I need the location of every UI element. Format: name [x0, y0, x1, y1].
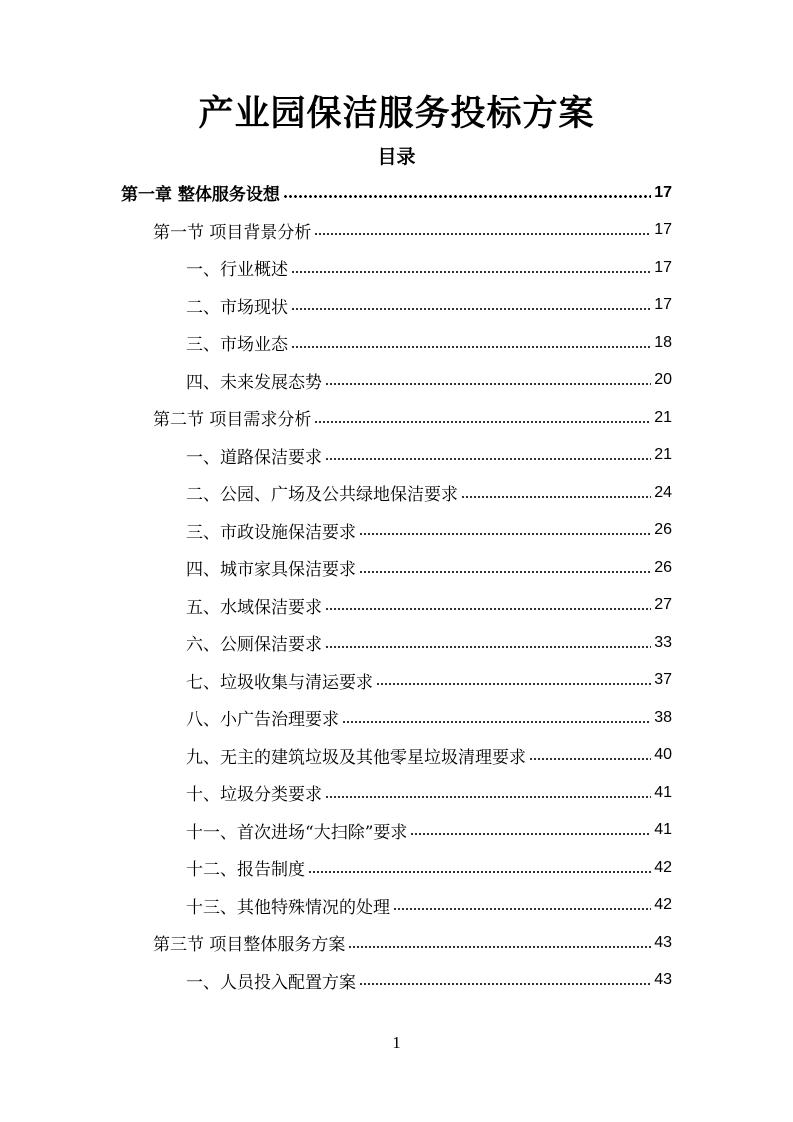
- dot-leader: [325, 796, 651, 798]
- toc-entry-item[interactable]: [0, 249, 793, 287]
- dot-leader: [359, 571, 651, 573]
- toc-entry-page: 17: [654, 258, 672, 276]
- toc-entry-page: 33: [654, 633, 672, 651]
- document-title: 产业园保洁服务投标方案: [198, 94, 595, 134]
- toc-entry-item[interactable]: [0, 549, 793, 587]
- dot-leader: [461, 496, 651, 498]
- toc-entry-label: 三、市场业态: [186, 335, 288, 356]
- toc-entry-page: 21: [654, 408, 672, 426]
- toc-entry-page: 17: [654, 296, 672, 314]
- page-number: 1: [392, 1033, 401, 1052]
- toc-entry-page: 43: [654, 971, 672, 989]
- toc-entry-item[interactable]: [0, 287, 793, 325]
- toc-entry-label: 四、未来发展态势: [186, 372, 322, 393]
- toc-entry-label: 五、水域保洁要求: [186, 597, 322, 618]
- toc-entry-chapter-1[interactable]: [0, 174, 793, 212]
- toc-entry-item[interactable]: [0, 887, 793, 925]
- toc-entry-label: 第一章 整体服务设想: [121, 185, 280, 206]
- toc-entry-page: 37: [654, 671, 672, 689]
- toc-entry-label: 一、行业概述: [186, 260, 288, 281]
- toc-entry-page: 43: [654, 933, 672, 951]
- dot-leader: [342, 721, 651, 723]
- toc-entry-label: 二、市场现状: [186, 297, 288, 318]
- toc-entry-section-3[interactable]: [0, 924, 793, 962]
- toc-entry-label: 一、道路保洁要求: [186, 447, 322, 468]
- toc-entry-page: 24: [654, 483, 672, 501]
- toc-entry-label: 二、公园、广场及公共绿地保洁要求: [186, 485, 458, 506]
- toc-entry-item[interactable]: [0, 737, 793, 775]
- toc-entry-page: 20: [654, 371, 672, 389]
- toc-entry-item[interactable]: [0, 699, 793, 737]
- toc-entry-section-2[interactable]: [0, 399, 793, 437]
- toc-entry-label: 第三节 项目整体服务方案: [153, 935, 346, 956]
- dot-leader: [325, 608, 651, 610]
- toc-entry-item[interactable]: [0, 962, 793, 1000]
- toc-entry-label: 三、市政设施保洁要求: [186, 522, 356, 543]
- toc-entry-label: 七、垃圾收集与清运要求: [186, 672, 373, 693]
- toc-entry-item[interactable]: [0, 662, 793, 700]
- toc-entry-item[interactable]: [0, 474, 793, 512]
- toc-entry-page: 18: [654, 333, 672, 351]
- toc-entry-page: 17: [654, 221, 672, 239]
- toc-entry-page: 41: [654, 783, 672, 801]
- toc-entry-page: 41: [654, 821, 672, 839]
- toc-entry-page: 17: [654, 183, 672, 201]
- table-of-contents: [0, 174, 793, 999]
- dot-leader: [529, 758, 651, 760]
- toc-entry-label: 十三、其他特殊情况的处理: [186, 897, 390, 918]
- toc-entry-label: 十、垃圾分类要求: [186, 785, 322, 806]
- toc-entry-item[interactable]: [0, 774, 793, 812]
- dot-leader: [283, 195, 651, 198]
- dot-leader: [325, 458, 651, 460]
- toc-entry-label: 十一、首次进场“大扫除”要求: [186, 822, 408, 843]
- toc-entry-label: 六、公厕保洁要求: [186, 635, 322, 656]
- toc-entry-label: 第二节 项目需求分析: [153, 410, 312, 431]
- dot-leader: [348, 946, 651, 948]
- dot-leader: [291, 308, 651, 310]
- toc-entry-item[interactable]: [0, 437, 793, 475]
- dot-leader: [291, 271, 651, 273]
- toc-entry-item[interactable]: [0, 624, 793, 662]
- dot-leader: [325, 383, 651, 385]
- toc-entry-page: 21: [654, 446, 672, 464]
- dot-leader: [359, 533, 651, 535]
- dot-leader: [393, 908, 651, 910]
- toc-entry-item[interactable]: [0, 849, 793, 887]
- toc-entry-item[interactable]: [0, 362, 793, 400]
- toc-entry-page: 26: [654, 558, 672, 576]
- toc-entry-label: 九、无主的建筑垃圾及其他零星垃圾清理要求: [186, 747, 526, 768]
- dot-leader: [359, 983, 651, 985]
- toc-entry-item[interactable]: [0, 324, 793, 362]
- toc-entry-item[interactable]: [0, 587, 793, 625]
- toc-heading: 目录: [377, 146, 416, 168]
- toc-entry-page: 27: [654, 596, 672, 614]
- toc-entry-item[interactable]: [0, 512, 793, 550]
- toc-entry-label: 八、小广告治理要求: [186, 710, 339, 731]
- toc-entry-label: 四、城市家具保洁要求: [186, 560, 356, 581]
- dot-leader: [376, 683, 651, 685]
- toc-entry-label: 十二、报告制度: [186, 860, 305, 881]
- toc-entry-item[interactable]: [0, 812, 793, 850]
- dot-leader: [410, 833, 651, 835]
- dot-leader: [314, 233, 651, 235]
- toc-entry-label: 一、人员投入配置方案: [186, 972, 356, 993]
- dot-leader: [325, 646, 651, 648]
- toc-entry-section-1[interactable]: [0, 212, 793, 250]
- dot-leader: [314, 421, 651, 423]
- toc-entry-page: 26: [654, 521, 672, 539]
- toc-entry-label: 第一节 项目背景分析: [153, 222, 312, 243]
- toc-entry-page: 38: [654, 708, 672, 726]
- toc-entry-page: 42: [654, 896, 672, 914]
- dot-leader: [291, 346, 651, 348]
- dot-leader: [308, 871, 651, 873]
- toc-entry-page: 42: [654, 858, 672, 876]
- toc-entry-page: 40: [654, 746, 672, 764]
